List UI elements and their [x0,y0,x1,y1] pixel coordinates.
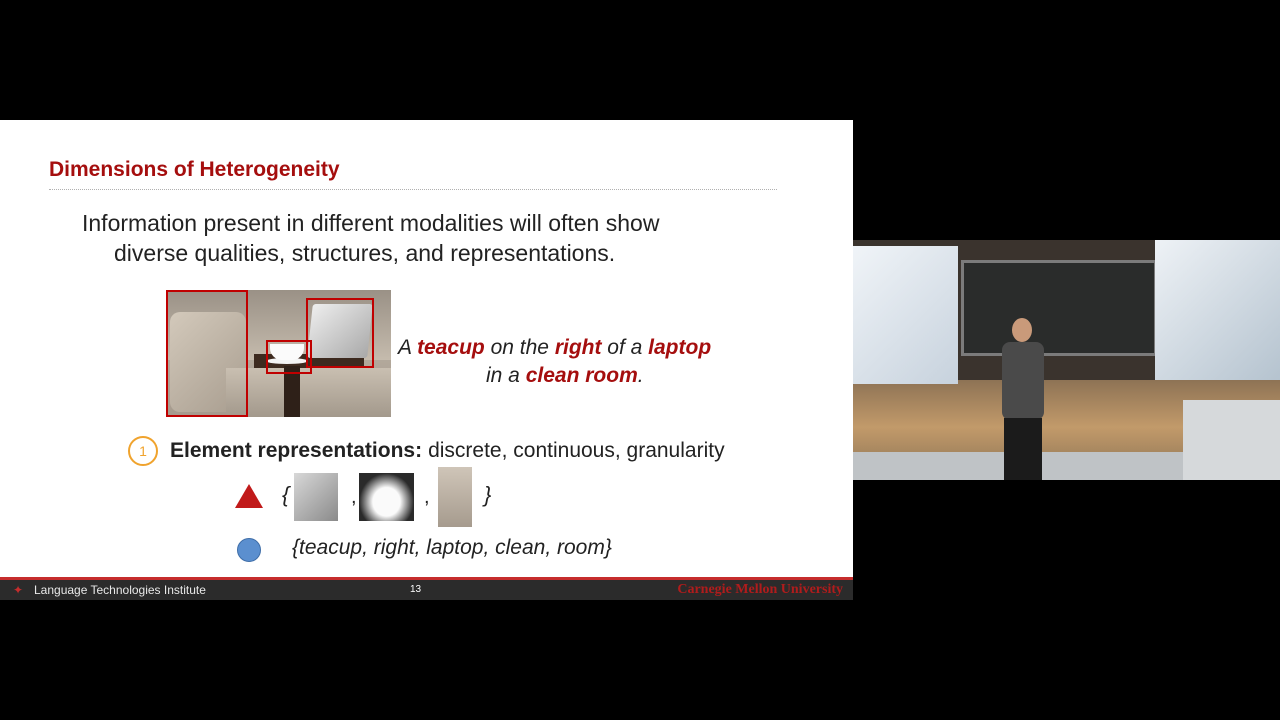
image-crop-teacup [359,473,414,521]
intro-text [40,208,760,268]
podium [1183,400,1280,480]
slide-page-number: 13 [410,584,422,595]
circle-icon [237,538,261,562]
couch-seat [226,368,391,417]
caption-keyword-laptop: laptop [648,336,712,359]
caption-line-2 [398,362,748,390]
bounding-box-laptop [306,298,374,368]
caption-keyword-teacup: teacup [417,336,485,359]
intro-line-1: Information present in different modalities will often show [82,210,660,236]
lecturer-video-feed [853,240,1280,480]
caption-word: in a [486,364,526,387]
set-separator: , [351,486,357,508]
set-open-brace: { [282,482,290,507]
scene-photo [166,290,391,417]
element-representations-label: Element representations: [170,439,423,462]
intro-line-2: diverse qualities, structures, and representations. [114,240,616,266]
caption-word: on the [484,336,555,359]
lti-logo-icon: ✦ [12,583,24,597]
slide-title: Dimensions of Heterogeneity [49,158,340,181]
presentation-slide [0,120,853,600]
image-caption [398,334,748,390]
number-badge: 1 [128,436,158,466]
lecturer-torso [1002,342,1044,420]
blackboard [961,260,1157,356]
token-set: {teacup, right, laptop, clean, room} [292,536,612,559]
projection-screen-right [1155,240,1280,380]
element-representations-row [128,436,725,466]
caption-period: . [637,364,644,387]
footer-institute: Language Technologies Institute [34,583,206,597]
set-close-brace: } [484,482,492,507]
image-crop-laptop [294,473,338,521]
bounding-box-cushion [166,290,248,417]
footer-university: Carnegie Mellon University [677,582,843,597]
triangle-icon [235,484,263,508]
lecturer [998,318,1048,480]
slide-footer [0,580,853,600]
caption-word: A [398,336,418,359]
image-crop-cushion [438,467,472,527]
caption-line-1 [398,334,748,362]
caption-keyword-clean-room: clean room [525,364,638,387]
title-divider [49,189,777,190]
lecturer-legs [1004,418,1042,480]
projection-screen-left [853,246,958,384]
caption-word: of a [601,336,649,359]
lecturer-head [1012,318,1032,342]
set-separator: , [424,486,430,508]
element-representations-description: discrete, continuous, granularity [428,439,725,462]
caption-keyword-right: right [554,336,602,359]
